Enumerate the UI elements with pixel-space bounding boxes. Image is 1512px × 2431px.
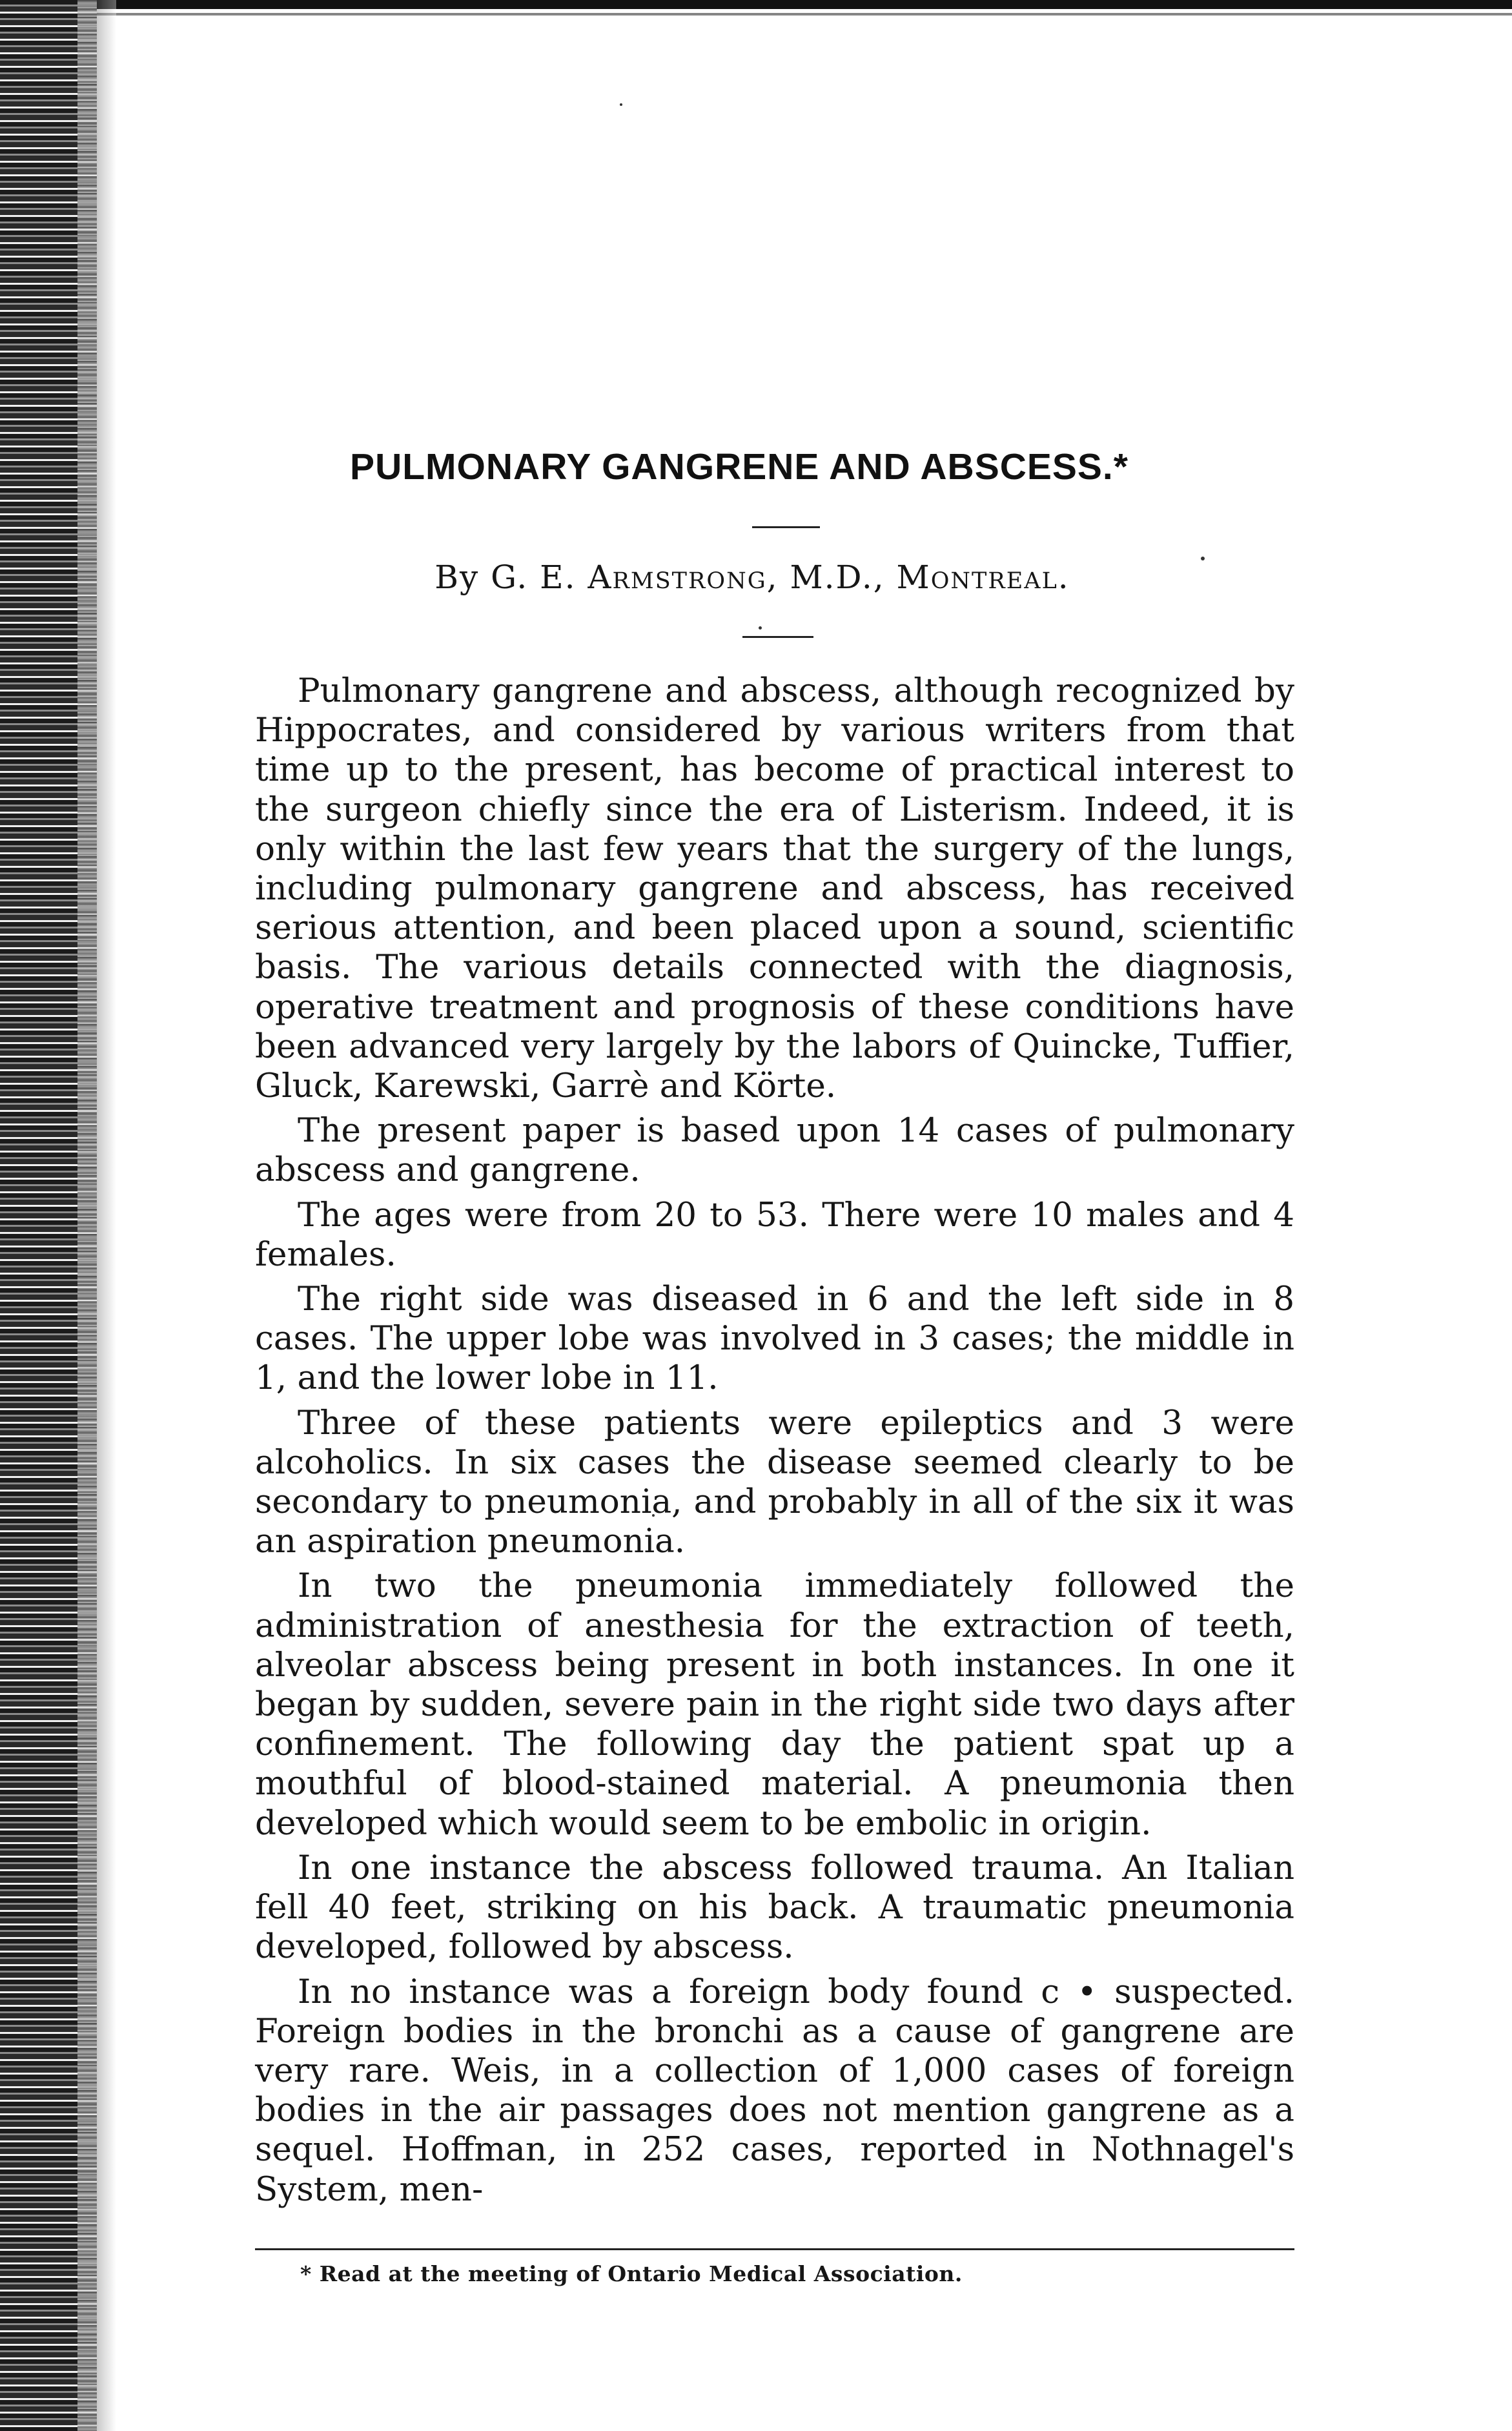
- book-binding-edge: [0, 0, 97, 2431]
- article-title: PULMONARY GANGRENE AND ABSCESS.*: [350, 446, 1129, 487]
- author-degree: , M.D.,: [766, 559, 897, 596]
- print-speck: [620, 103, 622, 106]
- paragraph: In two the pneumonia immediately followed the administration of anesthesia for the extraction of teeth, alveolar abscess being present in both instances. In one it began by sudden, severe pain in the right side two days after confinement. The following day the patient spat up a mouthful of blood-stained material. A pneumonia then developed which would seem to be embolic in origin.: [255, 1566, 1294, 1843]
- print-speck: [759, 626, 762, 630]
- byline-prefix: By: [434, 559, 491, 596]
- paragraph: In no instance was a foreign body found c • suspected. Foreign bodies in the bronchi as a cause of gangrene are very rare. Weis, in a collection of 1,000 cases of foreign bodies in the air passages does not mention gangrene as a sequel. Hoffman, in 252 cases, reported in Nothnagel's System, men-: [255, 1972, 1294, 2209]
- binding-shadow: [97, 0, 116, 2431]
- article-body: [255, 672, 1294, 2215]
- paragraph: In one instance the abscess followed trauma. An Italian fell 40 feet, striking on his back. A traumatic pneumonia developed, followed by abscess.: [255, 1848, 1294, 1967]
- footnote: * Read at the meeting of Ontario Medical Association.: [300, 2261, 963, 2286]
- article-byline: [255, 559, 1249, 596]
- page-top-border-thin: [52, 13, 1512, 15]
- author-location: Montreal.: [896, 559, 1070, 596]
- title-divider: [752, 526, 820, 528]
- byline-divider: [742, 636, 813, 638]
- author-name: G. E. Armstrong: [491, 559, 767, 596]
- page-top-border: [52, 0, 1512, 9]
- footnote-divider: [255, 2248, 1294, 2250]
- paragraph: The present paper is based upon 14 cases of pulmonary abscess and gangrene.: [255, 1111, 1294, 1190]
- paragraph: The right side was diseased in 6 and the left side in 8 cases. The upper lobe was involved in 3 cases; the middle in 1, and the lower lobe in 11.: [255, 1280, 1294, 1398]
- paragraph: Three of these patients were epileptics and 3 were alcoholics. In six cases the disease seemed clearly to be secondary to pneumonia, and probably in all of the six it was an aspiration pneumonia.: [255, 1403, 1294, 1561]
- paragraph: The ages were from 20 to 53. There were 10 males and 4 females.: [255, 1195, 1294, 1274]
- paragraph: Pulmonary gangrene and abscess, although recognized by Hippocrates, and considered by various writers from that time up to the present, has become of practical interest to the surgeon chiefly since the era of Listerism. Indeed, it is only within the last few years that the surgery of the lungs, including pulmonary gangrene and abscess, has received serious attention, and been placed upon a sound, scientific basis. The various details connected with the diagnosis, operative treatment and prognosis of these conditions have been advanced very largely by the labors of Quincke, Tuffier, Gluck, Karewski, Garrè and Körte.: [255, 672, 1294, 1106]
